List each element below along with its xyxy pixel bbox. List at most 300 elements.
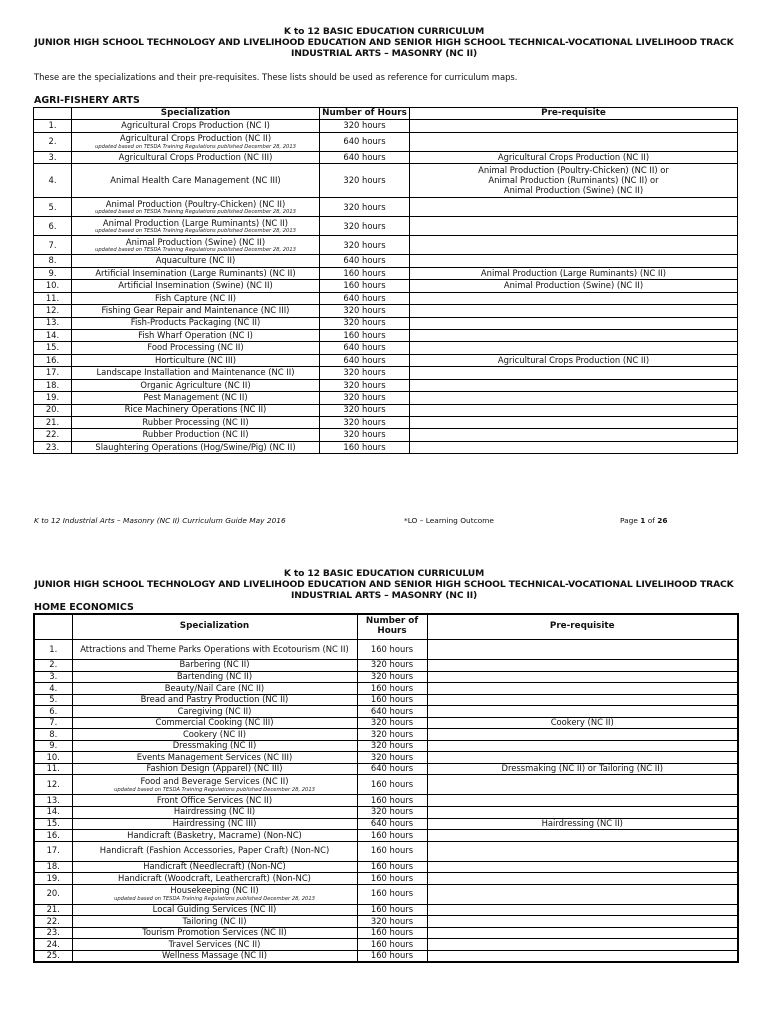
specialization-name: Bread and Pastry Production (NC II) — [140, 694, 289, 705]
hours-cell: 320 hours — [320, 429, 410, 441]
prerequisite-cell — [427, 830, 738, 842]
table-row — [34, 841, 738, 861]
specialization-cell — [72, 927, 357, 939]
hours-cell: 320 hours — [357, 916, 427, 928]
hours-cell: 160 hours — [357, 950, 427, 962]
column-header: Number of Hours — [357, 614, 427, 640]
table-row — [34, 775, 738, 795]
row-number: 16. — [34, 830, 72, 842]
prerequisite-cell — [427, 818, 738, 830]
row-number: 2. — [34, 660, 72, 672]
curriculum-title: K to 12 BASIC EDUCATION CURRICULUM — [283, 26, 485, 37]
row-number: 10. — [34, 280, 72, 292]
hours-cell: 320 hours — [320, 164, 410, 198]
specialization-cell — [72, 939, 357, 951]
table-row — [34, 255, 738, 267]
hours-cell: 320 hours — [320, 417, 410, 429]
table-row — [34, 164, 738, 198]
specialization-cell — [72, 236, 320, 255]
prerequisite-cell — [427, 671, 738, 683]
specialization-cell — [72, 151, 320, 163]
specialization-cell — [72, 132, 320, 151]
table-row — [34, 417, 738, 429]
specialization-cell — [72, 367, 320, 379]
hours-cell: 640 hours — [357, 706, 427, 718]
hours-cell: 320 hours — [357, 660, 427, 672]
prerequisite-line: Animal Production (Ruminants) (NC II) or — [488, 175, 659, 186]
row-number: 13. — [34, 795, 72, 807]
specialization-cell — [72, 830, 357, 842]
specialization-name: Tailoring (NC II) — [182, 915, 247, 926]
table-row — [34, 904, 738, 916]
table-row — [34, 236, 738, 255]
prerequisite-cell — [427, 884, 738, 904]
prerequisite-line: Agricultural Crops Production (NC II) — [497, 151, 650, 162]
home-economics-table — [33, 613, 739, 963]
specialization-name: Local Guiding Services (NC II) — [152, 904, 277, 915]
table-row — [34, 640, 738, 660]
column-header: Specialization — [72, 614, 357, 640]
row-number: 19. — [34, 392, 72, 404]
page-label: Page — [620, 516, 641, 525]
prerequisite-cell — [427, 752, 738, 764]
hours-cell: 320 hours — [357, 752, 427, 764]
specialization-name: Animal Production (Poultry-Chicken) (NC II) — [105, 198, 286, 209]
prerequisite-cell — [427, 763, 738, 775]
prerequisite-cell — [410, 392, 738, 404]
row-number: 17. — [34, 841, 72, 861]
specialization-cell — [72, 404, 320, 416]
hours-cell: 320 hours — [357, 807, 427, 819]
prerequisite-cell — [410, 280, 738, 292]
specialization-cell — [72, 694, 357, 706]
column-header-number — [34, 614, 72, 640]
table-row — [34, 132, 738, 151]
specialization-name: Aquaculture (NC II) — [155, 255, 236, 266]
table-row — [34, 120, 738, 132]
row-number: 11. — [34, 292, 72, 304]
column-header-number — [34, 108, 72, 120]
row-number: 22. — [34, 916, 72, 928]
hours-cell: 160 hours — [357, 795, 427, 807]
hours-cell: 640 hours — [357, 763, 427, 775]
specialization-name: Hairdressing (NC III) — [172, 818, 257, 829]
prerequisite-cell — [410, 120, 738, 132]
hours-cell: 160 hours — [357, 861, 427, 873]
hours-cell: 320 hours — [357, 717, 427, 729]
curriculum-subtitle: JUNIOR HIGH SCHOOL TECHNOLOGY AND LIVELIHOOD EDUCATION AND SENIOR HIGH SCHOOL TECHNICAL-VOCATIONAL LIVELIHOOD TRACK — [34, 37, 734, 48]
update-note: updated based on TESDA Training Regulations published December 28, 2013 — [114, 786, 315, 793]
specialization-name: Fish Capture (NC II) — [154, 292, 237, 303]
prerequisite-cell — [410, 132, 738, 151]
hours-cell: 320 hours — [320, 198, 410, 217]
specialization-cell — [72, 904, 357, 916]
agri-fishery-table — [33, 107, 738, 454]
prerequisite-cell — [427, 861, 738, 873]
table-row — [34, 379, 738, 391]
hours-cell: 160 hours — [357, 830, 427, 842]
table-row — [34, 354, 738, 366]
prerequisite-cell — [410, 164, 738, 198]
specialization-cell — [72, 807, 357, 819]
specialization-name: Organic Agriculture (NC II) — [140, 379, 251, 390]
hours-cell: 320 hours — [357, 740, 427, 752]
specialization-name: Agricultural Crops Production (NC II) — [119, 133, 272, 144]
row-number: 23. — [34, 441, 72, 453]
table-row — [34, 818, 738, 830]
specialization-name: Handicraft (Basketry, Macrame) (Non-NC) — [127, 829, 302, 840]
prerequisite-cell — [427, 740, 738, 752]
table-row — [34, 198, 738, 217]
row-number: 18. — [34, 379, 72, 391]
update-note: updated based on TESDA Training Regulations published December 28, 2013 — [95, 209, 296, 216]
prerequisite-line: Animal Production (Large Ruminants) (NC II) — [480, 267, 667, 278]
specialization-name: Beauty/Nail Care (NC II) — [164, 682, 265, 693]
hours-cell: 320 hours — [320, 120, 410, 132]
curriculum-subtitle: JUNIOR HIGH SCHOOL TECHNOLOGY AND LIVELIHOOD EDUCATION AND SENIOR HIGH SCHOOL TECHNICAL-VOCATIONAL LIVELIHOOD TRACK — [34, 579, 734, 590]
specialization-cell — [72, 873, 357, 885]
specialization-name: Hairdressing (NC II) — [173, 806, 256, 817]
specialization-name: Tourism Promotion Services (NC II) — [142, 927, 287, 938]
row-number: 7. — [34, 717, 72, 729]
table-row — [34, 151, 738, 163]
column-header: Specialization — [72, 108, 320, 120]
specialization-cell — [72, 640, 357, 660]
hours-cell: 640 hours — [320, 151, 410, 163]
table-row — [34, 873, 738, 885]
specialization-name: Handicraft (Fashion Accessories, Paper Craft) (Non-NC) — [99, 845, 330, 856]
specialization-name: Food Processing (NC II) — [147, 342, 244, 353]
row-number: 14. — [34, 329, 72, 341]
specialization-name: Animal Health Care Management (NC III) — [110, 175, 281, 186]
table-row — [34, 717, 738, 729]
hours-cell: 640 hours — [320, 292, 410, 304]
hours-cell: 320 hours — [320, 317, 410, 329]
specialization-name: Dressmaking (NC II) — [172, 740, 257, 751]
row-number: 16. — [34, 354, 72, 366]
hours-cell: 640 hours — [320, 132, 410, 151]
column-header: Pre-requisite — [427, 614, 738, 640]
column-header: Pre-requisite — [410, 108, 738, 120]
row-number: 3. — [34, 151, 72, 163]
specialization-cell — [72, 763, 357, 775]
page-of: of — [645, 516, 658, 525]
specialization-name: Fish Wharf Operation (NC I) — [138, 329, 253, 340]
hours-cell: 160 hours — [357, 775, 427, 795]
footer-lo-note: *LO – Learning Outcome — [404, 516, 494, 525]
footer-guide-title: K to 12 Industrial Arts – Masonry (NC II) Curriculum Guide May 2016 — [34, 516, 286, 525]
prerequisite-cell — [410, 255, 738, 267]
table-row — [34, 317, 738, 329]
specialization-name: Agricultural Crops Production (NC III) — [118, 151, 273, 162]
hours-cell: 320 hours — [320, 367, 410, 379]
row-number: 23. — [34, 927, 72, 939]
specialization-cell — [72, 392, 320, 404]
table-row — [34, 916, 738, 928]
specialization-cell — [72, 255, 320, 267]
hours-cell: 160 hours — [357, 904, 427, 916]
prerequisite-cell — [427, 939, 738, 951]
prerequisite-cell — [427, 706, 738, 718]
row-number: 18. — [34, 861, 72, 873]
specialization-name: Animal Production (Large Ruminants) (NC II) — [102, 217, 289, 228]
specialization-name: Handicraft (Woodcraft, Leathercraft) (Non-NC) — [118, 872, 311, 883]
prerequisite-cell — [427, 873, 738, 885]
prerequisite-line: Hairdressing (NC II) — [541, 818, 623, 829]
row-number: 20. — [34, 404, 72, 416]
specialization-cell — [72, 329, 320, 341]
prerequisite-cell — [410, 305, 738, 317]
specialization-name: Barbering (NC II) — [179, 659, 250, 670]
specialization-cell — [72, 354, 320, 366]
row-number: 14. — [34, 807, 72, 819]
curriculum-title: K to 12 BASIC EDUCATION CURRICULUM — [283, 568, 485, 579]
table-header-row — [34, 614, 738, 640]
specialization-name: Events Management Services (NC III) — [136, 751, 293, 762]
specialization-cell — [72, 818, 357, 830]
hours-cell: 320 hours — [320, 236, 410, 255]
course-title: INDUSTRIAL ARTS – MASONRY (NC II) — [290, 590, 478, 601]
page-2-header — [0, 568, 768, 601]
prerequisite-cell — [427, 916, 738, 928]
prerequisite-cell — [427, 927, 738, 939]
prerequisite-cell — [410, 267, 738, 279]
specialization-name: Rubber Processing (NC II) — [142, 416, 249, 427]
table-row — [34, 329, 738, 341]
specialization-cell — [72, 861, 357, 873]
prerequisite-line: Cookery (NC II) — [550, 717, 614, 728]
table-row — [34, 429, 738, 441]
table-row — [34, 292, 738, 304]
row-number: 19. — [34, 873, 72, 885]
specialization-cell — [72, 729, 357, 741]
row-number: 10. — [34, 752, 72, 764]
row-number: 8. — [34, 255, 72, 267]
specialization-cell — [72, 164, 320, 198]
row-number: 24. — [34, 939, 72, 951]
hours-cell: 320 hours — [357, 729, 427, 741]
prerequisite-cell — [427, 694, 738, 706]
table-row — [34, 830, 738, 842]
table-row — [34, 729, 738, 741]
hours-cell: 160 hours — [357, 873, 427, 885]
specialization-name: Commercial Cooking (NC III) — [155, 717, 274, 728]
row-number: 4. — [34, 683, 72, 695]
section-title: AGRI-FISHERY ARTS — [34, 95, 140, 106]
page-1-header — [0, 26, 768, 59]
specialization-name: Caregiving (NC II) — [177, 705, 252, 716]
course-title: INDUSTRIAL ARTS – MASONRY (NC II) — [290, 48, 478, 59]
prerequisite-cell — [410, 367, 738, 379]
table-row — [34, 404, 738, 416]
row-number: 17. — [34, 367, 72, 379]
specialization-cell — [72, 884, 357, 904]
specialization-name: Pest Management (NC II) — [143, 392, 248, 403]
row-number: 6. — [34, 706, 72, 718]
table-row — [34, 763, 738, 775]
specialization-cell — [72, 317, 320, 329]
table-row — [34, 694, 738, 706]
row-number: 21. — [34, 417, 72, 429]
table-row — [34, 392, 738, 404]
table-row — [34, 752, 738, 764]
row-number: 8. — [34, 729, 72, 741]
page-total: 26 — [657, 516, 668, 525]
specialization-cell — [72, 379, 320, 391]
prerequisite-cell — [427, 640, 738, 660]
prerequisite-line: Animal Production (Poultry-Chicken) (NC II) or — [478, 165, 669, 176]
row-number: 9. — [34, 740, 72, 752]
specialization-name: Housekeeping (NC II) — [170, 885, 259, 896]
specialization-cell — [72, 305, 320, 317]
specialization-cell — [72, 198, 320, 217]
table-row — [34, 367, 738, 379]
table-row — [34, 267, 738, 279]
specialization-name: Landscape Installation and Maintenance (NC II) — [96, 367, 295, 378]
row-number: 20. — [34, 884, 72, 904]
row-number: 1. — [34, 640, 72, 660]
row-number: 11. — [34, 763, 72, 775]
specialization-cell — [72, 841, 357, 861]
row-number: 7. — [34, 236, 72, 255]
hours-cell: 160 hours — [357, 694, 427, 706]
specialization-cell — [72, 429, 320, 441]
table-row — [34, 861, 738, 873]
hours-cell: 320 hours — [320, 217, 410, 236]
hours-cell: 160 hours — [320, 267, 410, 279]
specialization-cell — [72, 717, 357, 729]
specialization-cell — [72, 740, 357, 752]
column-header: Number of Hours — [320, 108, 410, 120]
prerequisite-cell — [427, 950, 738, 962]
hours-cell: 640 hours — [320, 342, 410, 354]
row-number: 22. — [34, 429, 72, 441]
prerequisite-cell — [410, 441, 738, 453]
specialization-cell — [72, 950, 357, 962]
hours-cell: 160 hours — [357, 841, 427, 861]
specialization-name: Wellness Massage (NC II) — [161, 950, 268, 961]
hours-cell: 160 hours — [357, 939, 427, 951]
hours-cell: 160 hours — [320, 441, 410, 453]
table-row — [34, 927, 738, 939]
specialization-cell — [72, 671, 357, 683]
table-row — [34, 950, 738, 962]
specialization-cell — [72, 706, 357, 718]
section-title: HOME ECONOMICS — [34, 602, 134, 613]
prerequisite-cell — [410, 379, 738, 391]
row-number: 21. — [34, 904, 72, 916]
prerequisite-cell — [427, 841, 738, 861]
hours-cell: 640 hours — [357, 818, 427, 830]
table-row — [34, 795, 738, 807]
specialization-name: Artificial Insemination (Large Ruminants) (NC II) — [95, 267, 296, 278]
row-number: 9. — [34, 267, 72, 279]
page-2 — [0, 532, 768, 1024]
prerequisite-cell — [410, 217, 738, 236]
specialization-cell — [72, 280, 320, 292]
hours-cell: 640 hours — [320, 255, 410, 267]
specialization-name: Fishing Gear Repair and Maintenance (NC III) — [101, 304, 290, 315]
specialization-name: Travel Services (NC II) — [168, 938, 261, 949]
table-row — [34, 342, 738, 354]
prerequisite-cell — [427, 717, 738, 729]
specialization-cell — [72, 683, 357, 695]
table-header-row — [34, 108, 738, 120]
page-current: 1 — [640, 516, 646, 525]
page-number — [620, 516, 668, 525]
intro-text: These are the specializations and their pre-requisites. These lists should be used as reference for curriculum maps. — [34, 72, 518, 82]
table-row — [34, 939, 738, 951]
table-row — [34, 740, 738, 752]
table-row — [34, 441, 738, 453]
specialization-name: Food and Beverage Services (NC II) — [140, 776, 289, 787]
row-number: 5. — [34, 198, 72, 217]
row-number: 25. — [34, 950, 72, 962]
table-row — [34, 660, 738, 672]
specialization-cell — [72, 217, 320, 236]
prerequisite-cell — [427, 775, 738, 795]
prerequisite-cell — [410, 151, 738, 163]
hours-cell: 160 hours — [357, 884, 427, 904]
specialization-cell — [72, 441, 320, 453]
specialization-cell — [72, 417, 320, 429]
row-number: 12. — [34, 775, 72, 795]
specialization-name: Animal Production (Swine) (NC II) — [125, 236, 266, 247]
specialization-cell — [72, 795, 357, 807]
update-note: updated based on TESDA Training Regulations published December 28, 2013 — [95, 143, 296, 150]
prerequisite-cell — [427, 807, 738, 819]
hours-cell: 320 hours — [320, 392, 410, 404]
prerequisite-line: Agricultural Crops Production (NC II) — [497, 354, 650, 365]
specialization-name: Horticulture (NC III) — [154, 354, 237, 365]
prerequisite-cell — [410, 354, 738, 366]
table-row — [34, 280, 738, 292]
row-number: 4. — [34, 164, 72, 198]
prerequisite-cell — [427, 683, 738, 695]
hours-cell: 160 hours — [320, 329, 410, 341]
prerequisite-cell — [410, 429, 738, 441]
prerequisite-cell — [427, 904, 738, 916]
hours-cell: 160 hours — [357, 640, 427, 660]
specialization-name: Agricultural Crops Production (NC I) — [121, 120, 270, 131]
hours-cell: 320 hours — [320, 379, 410, 391]
table-row — [34, 884, 738, 904]
prerequisite-cell — [410, 404, 738, 416]
table-row — [34, 671, 738, 683]
specialization-name: Bartending (NC II) — [176, 671, 253, 682]
prerequisite-line: Dressmaking (NC II) or Tailoring (NC II) — [501, 763, 663, 774]
specialization-name: Attractions and Theme Parks Operations with Ecotourism (NC II) — [80, 643, 349, 654]
table-row — [34, 706, 738, 718]
prerequisite-cell — [410, 236, 738, 255]
row-number: 13. — [34, 317, 72, 329]
prerequisite-line: Animal Production (Swine) (NC II) — [503, 184, 644, 195]
prerequisite-cell — [410, 329, 738, 341]
row-number: 3. — [34, 671, 72, 683]
update-note: updated based on TESDA Training Regulations published December 28, 2013 — [95, 228, 296, 235]
table-row — [34, 217, 738, 236]
hours-cell: 640 hours — [320, 354, 410, 366]
prerequisite-cell — [410, 417, 738, 429]
specialization-name: Cookery (NC II) — [182, 728, 247, 739]
specialization-cell — [72, 916, 357, 928]
row-number: 2. — [34, 132, 72, 151]
update-note: updated based on TESDA Training Regulations published December 28, 2013 — [95, 247, 296, 254]
row-number: 15. — [34, 818, 72, 830]
specialization-cell — [72, 775, 357, 795]
prerequisite-cell — [410, 292, 738, 304]
row-number: 1. — [34, 120, 72, 132]
